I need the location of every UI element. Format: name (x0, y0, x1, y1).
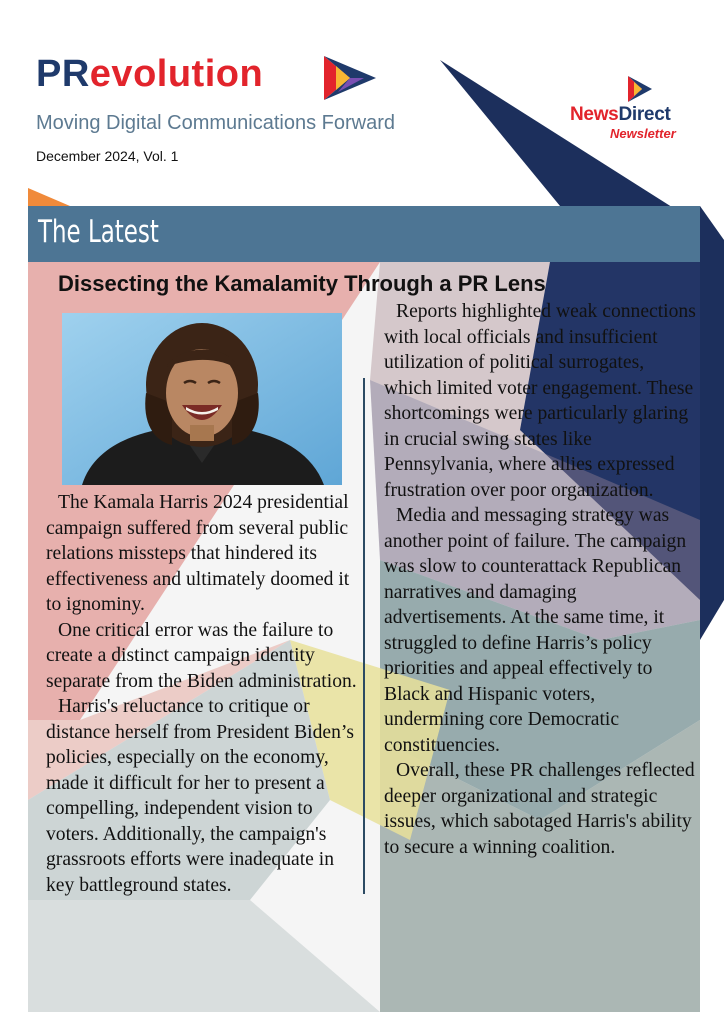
article-photo (62, 313, 342, 485)
section-title: The Latest (38, 214, 159, 250)
article-paragraph: Reports highlighted weak connections with local officials and insufficient utilization of political surrogates, which limited voter engagement. These shortcomings were particularly glaring in crucial swing states like Pennsylvania, where allies expressed frustration over poor organization. (384, 301, 696, 501)
article-headline: Dissecting the Kamalamity Through a PR Lens (58, 271, 546, 296)
article-left-column (46, 490, 366, 898)
portrait-image (62, 313, 342, 485)
article-paragraph: One critical error was the failure to create a distinct campaign identity separate from the Biden administration. (46, 619, 357, 692)
prevolution-logo-icon (318, 48, 382, 108)
brand-wordmark (36, 52, 263, 96)
brand-suffix: evolution (89, 53, 264, 95)
column-divider (363, 378, 365, 894)
article-paragraph: Media and messaging strategy was another point of failure. The campaign was slow to counterattack Republican narratives and damaging advertisements. At the same time, it struggled to define Harris’s policy priorities and appeal effectively to Black and Hispanic voters, undermining core Democratic constituencies. (384, 505, 687, 756)
issue-date: December 2024, Vol. 1 (36, 148, 179, 164)
newsdirect-logo-icon (626, 74, 654, 104)
newsdirect-name: NewsDirect (570, 104, 671, 125)
newsdirect-logo (566, 74, 696, 144)
tagline: Moving Digital Communications Forward (36, 112, 396, 134)
section-banner (28, 206, 700, 262)
article-paragraph: Harris's reluctance to critique or distance herself from President Biden’s policies, especially on the economy, made it difficult for her to present a compelling, independent vision to voters. Additionally, the campaign's grassroots efforts were inadequate in key battleground states. (46, 696, 354, 896)
article-paragraph: The Kamala Harris 2024 presidential campaign suffered from several public relations missteps that hindered its effectiveness and ultimately doomed it to ignominy. (46, 492, 350, 615)
newsdirect-subtitle: Newsletter (610, 126, 676, 141)
brand-prefix: PR (36, 53, 90, 95)
article-paragraph: Overall, these PR challenges reflected deeper organizational and strategic issues, which sabotaged Harris's ability to secure a winning coalition. (384, 760, 695, 858)
article-right-column (384, 299, 696, 860)
